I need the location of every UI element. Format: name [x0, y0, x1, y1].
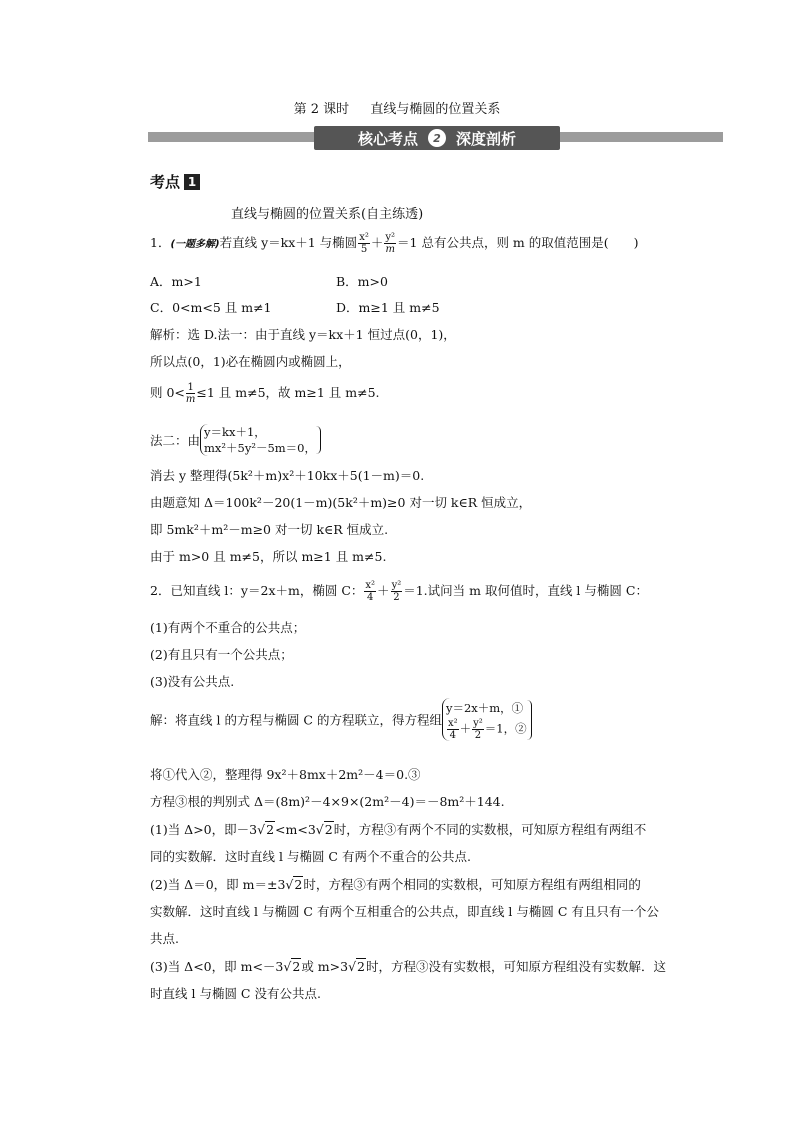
q1-system: y＝kx＋1， mx²＋5y²－5m＝0， — [200, 424, 316, 456]
q2-sol-line-10: 时直线 l 与椭圆 C 没有公共点. — [150, 986, 321, 1001]
q1-sol-line-2: 所以点(0，1)必在椭圆内或椭圆上， — [150, 354, 351, 369]
q1-tag: (一题多解) — [170, 239, 220, 250]
q2-sol-line-4: (1)当 Δ>0，即－3√2<m<3√2时，方程③有两个不同的实数根，可知原方程组有两组不 — [150, 822, 647, 837]
section-title: 直线与椭圆的位置关系(自主练透) — [231, 207, 424, 222]
q1-option-d: D．m≥1 且 m≠5 — [336, 300, 440, 315]
q2-sol-line-7: 实数解．这时直线 l 与椭圆 C 有两个互相重合的公共点，即直线 l 与椭圆 C 有且只有一个公 — [150, 904, 659, 919]
page-header — [0, 98, 794, 117]
q1-sol-line-6: 由题意知 Δ＝100k²－20(1－m)(5k²＋m)≥0 对一切 k∈R 恒成立， — [150, 495, 532, 510]
q1-sol-line-3: 则 0< $\frac{1}{m}$ ≤1 且 m≠5，故 m≥1 且 m≠5. — [150, 382, 380, 405]
q2-sol-line-1: 解：将直线 l 的方程与椭圆 C 的方程联立，得方程组 y＝2x＋m，① $\frac{\text{x²}}{4}$ ＋ $\frac{\text{y²}}{2}$ ＝1，② — [150, 698, 532, 741]
q1-frac-x: $\frac{\text{x²}}{5}$ — [359, 232, 369, 255]
q1-option-a: A．m>1 — [150, 274, 202, 289]
q2-case-3: (3)没有公共点. — [150, 674, 235, 689]
q1-sol-line-7: 即 5mk²＋m²－m≥0 对一切 k∈R 恒成立. — [150, 522, 389, 537]
banner-right-text: 深度剖析 — [456, 129, 517, 148]
lesson-label: 第 2 课时 — [293, 102, 350, 117]
q1-option-b: B．m>0 — [336, 274, 388, 289]
q1-sol-line-4: 法二：由 y＝kx＋1， mx²＋5y²－5m＝0， — [150, 424, 321, 456]
banner-number-badge: 2 — [428, 129, 446, 147]
q1-option-c: C．0<m<5 且 m≠1 — [150, 300, 272, 315]
q2-case-2: (2)有且只有一个公共点； — [150, 647, 293, 662]
q2-sol-line-3: 方程③根的判别式 Δ＝(8m)²－4×9×(2m²－4)＝－8m²＋144. — [150, 794, 505, 809]
q2-system: y＝2x＋m，① $\frac{\text{x²}}{4}$ ＋ $\frac{\text{y²}}{2}$ ＝1，② — [442, 698, 527, 741]
kaodian-number: 1 — [184, 174, 200, 190]
q2-sol-line-6: (2)当 Δ＝0，即 m＝±3√2时，方程③有两个相同的实数根，可知原方程组有两组相同的 — [150, 877, 641, 892]
q2-stem: 2．已知直线 l：y＝2x＋m，椭圆 C： $\frac{\text{x²}}{4}$ ＋ $\frac{\text{y²}}{2}$ ＝1.试问当 m 取何值时，直线 l 与椭圆 C： — [150, 580, 648, 603]
q1-frac-y: $\frac{\text{y²}}{m}$ — [385, 232, 396, 255]
section-banner — [314, 126, 560, 150]
q2-sol-line-9: (3)当 Δ<0，即 m<－3√2或 m>3√2时，方程③没有实数根，可知原方程组没有实数解．这 — [150, 959, 667, 974]
q1-sol-line-8: 由于 m>0 且 m≠5，所以 m≥1 且 m≠5. — [150, 549, 387, 564]
lesson-title: 直线与椭圆的位置关系 — [370, 102, 501, 117]
q1-sol-line-5: 消去 y 整理得(5k²＋m)x²＋10kx＋5(1－m)＝0. — [150, 468, 425, 483]
q2-sol-line-8: 共点. — [150, 931, 179, 946]
q2-sol-line-2: 将①代入②，整理得 9x²＋8mx＋2m²－4＝0.③ — [150, 767, 421, 782]
kaodian-heading: 考点 1 — [150, 171, 200, 192]
banner-left-text: 核心考点 — [357, 129, 418, 148]
q2-sol-line-5: 同的实数解．这时直线 l 与椭圆 C 有两个不重合的公共点. — [150, 849, 471, 864]
q1-sol-line-1: 解析：选 D.法一：由于直线 y＝kx＋1 恒过点(0，1)， — [150, 327, 456, 342]
q2-case-1: (1)有两个不重合的公共点； — [150, 620, 306, 635]
q1-stem: 1．(一题多解)若直线 y＝kx＋1 与椭圆 $\frac{\text{x²}}{5}$ ＋ $\frac{\text{y²}}{m}$ ＝1 总有公共点，则 m 的取值范围是( ) — [150, 232, 639, 255]
